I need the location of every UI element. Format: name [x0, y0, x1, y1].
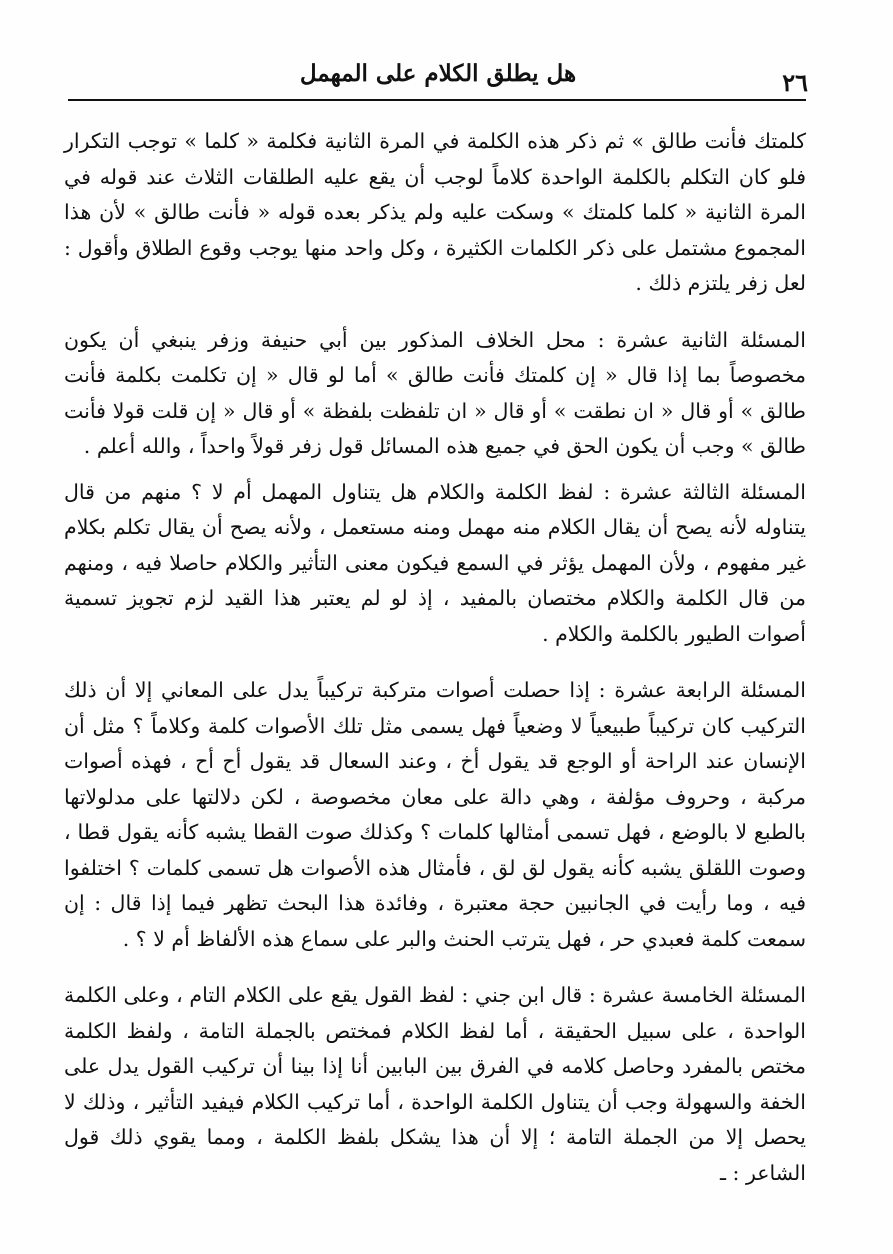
running-title: هل يطلق الكلام على المهمل	[299, 60, 577, 87]
page-header	[68, 52, 808, 98]
paragraph-continued: كلمتك فأنت طالق » ثم ذكر هذه الكلمة في المرة الثانية فكلمة « كلما » توجب التكرار فلو كان التكلم بالكلمة الواحدة كلاماً لوجب أن يقع عليه الطلقات الثلاث عند قوله في المرة الثانية « كلما كلمتك » وسكت عليه ولم يذكر بعده قوله « فأنت طالق » لأن هذا المجموع مشتمل على ذكر الكلمات الكثيرة ، وكل واحد منها يوجب وقوع الطلاق وأقول : لعل زفر يلتزم ذلك .	[64, 129, 806, 295]
paragraph-issue-12: المسئلة الثانية عشرة : محل الخلاف المذكور بين أبي حنيفة وزفر ينبغي أن يكون مخصوصاً بما إذا قال « إن كلمتك فأنت طالق » أما لو قال « إن تكلمت بكلمة فأنت طالق » أو قال « ان نطقت » أو قال « ان تلفظت بلفظة » أو قال « إن قلت قولا فأنت طالق » وجب أن يكون الحق في جميع هذه المسائل قول زفر قولاً واحداً ، والله أعلم .	[64, 327, 806, 458]
body-text	[64, 124, 806, 1191]
paragraph-issue-13: المسئلة الثالثة عشرة : لفظ الكلمة والكلام هل يتناول المهمل أم لا ؟ منهم من قال يتناوله لأنه يصح أن يقال الكلام منه مهمل ومنه مستعمل ، ولأنه يصح أن يقال تكلم بكلام غير مفهوم ، ولأن المهمل يؤثر في السمع فيكون معنى التأثير والكلام حاصلا فيه ، ومنهم من قال الكلمة والكلام مختصان بالمفيد ، إذ لو لم يعتبر هذا القيد لزم تجويز تسمية أصوات الطيور بالكلمة والكلام .	[64, 479, 806, 646]
paragraph-issue-15: المسئلة الخامسة عشرة : قال ابن جني : لفظ القول يقع على الكلام التام ، وعلى الكلمة الواحدة ، على سبيل الحقيقة ، أما لفظ الكلام فمختص بالجملة التامة ، ولفظ الكلمة مختص بالمفرد وحاصل كلامه في الفرق بين البابين أنا إذا بينا أن تركيب القول يدل على الخفة والسهولة وجب أن يتناول الكلمة الواحدة ، أما تركيب الكلام فيفيد التأثير ، وذلك لا يحصل إلا من الجملة التامة ؛ إلا أن هذا يشكل بلفظ الكلمة ، ومما يقوي ذلك قول الشاعر : ـ	[64, 983, 806, 1185]
paragraph-issue-14: المسئلة الرابعة عشرة : إذا حصلت أصوات متركبة تركيباً يدل على المعاني إلا أن ذلك التركيب كان تركيباً طبيعياً لا وضعياً فهل يسمى مثل تلك الأصوات كلمة وكلاماً ؟ مثل أن الإنسان عند الراحة أو الوجع قد يقول أخ ، وعند السعال قد يقول أح أح ، فهذه أصوات مركبة ، وحروف مؤلفة ، وهي دالة على معان مخصوصة ، لكن دلالتها على مدلولاتها بالطبع لا بالوضع ، فهل تسمى أمثالها كلمات ؟ وكذلك صوت القطا يشبه كأنه يقول قطا ، وصوت اللقلق يشبه كأنه يقول لق لق ، فأمثال هذه الأصوات هل تسمى كلمات ؟ اختلفوا فيه ، وما رأيت في الجانبين حجة معتبرة ، وفائدة هذا البحث تظهر فيما إذا قال : إن سمعت كلمة فعبدي حر ، فهل يترتب الحنث والبر على سماع هذه الألفاظ أم لا ؟ .	[64, 678, 806, 951]
page-number: ٢٦	[782, 68, 808, 97]
header-rule	[68, 99, 806, 101]
